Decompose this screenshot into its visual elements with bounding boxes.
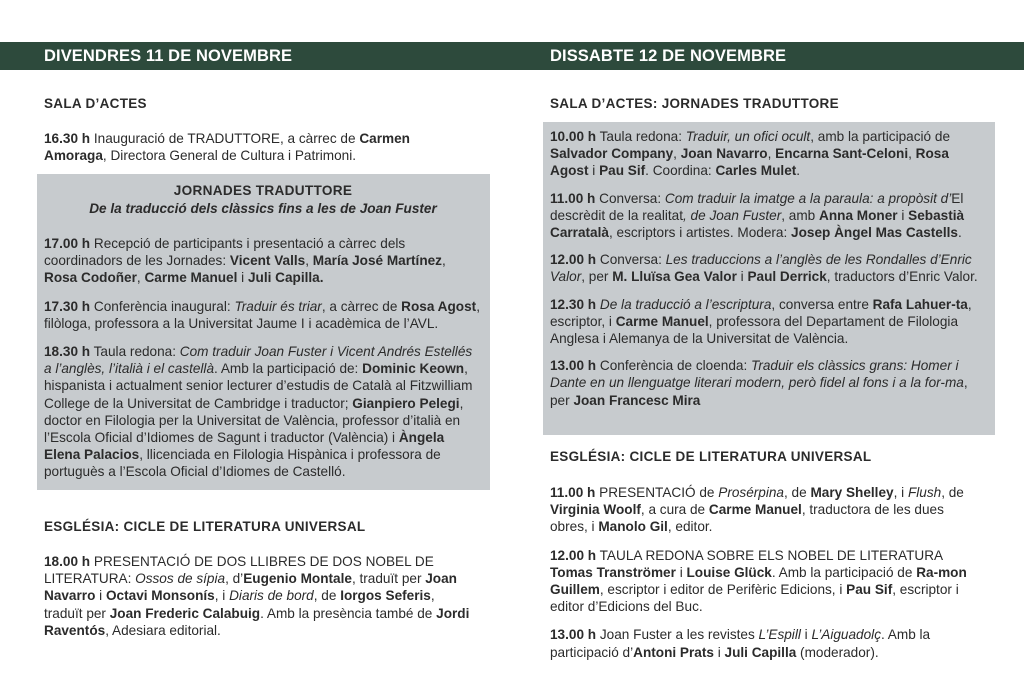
right-day-title: DISSABTE 12 DE NOVEMBRE	[550, 47, 787, 65]
event-r-esg-1200: 12.00 h TAULA REDONA SOBRE ELS NOBEL DE LITERATURA Tomas Tranströmer i Louise Glück. Amb la participació de Ra-mon Guillem, escriptor i editor de Perifèric Edicions, i Pau Sif, escriptor i editor d’Edicions del Buc.	[550, 547, 967, 615]
event-r-1230: 12.30 h De la traducció a l’escriptura, conversa entre Rafa Lahuer-ta, escriptor, i Carme Manuel, professora del Departament de Filologia Anglesa i Alemanya de la Universitat de València.	[550, 296, 972, 347]
event-r-esg-1100: 11.00 h PRESENTACIÓ de Prosérpina, de Mary Shelley, i Flush, de Virginia Woolf, a cura de Carme Manuel, traductora de les dues obres, i Manolo Gil, editor.	[550, 485, 964, 535]
sala-box-content	[550, 128, 986, 409]
left-section-esglesia: ESGLÉSIA: CICLE DE LITERATURA UNIVERSAL	[44, 519, 366, 534]
jornades-box-content	[44, 182, 482, 481]
event-r-1200: 12.00 h Conversa: Les traduccions a l’anglès de les Rondalles d’Enric Valor, per M. Lluïsa Gea Valor i Paul Derrick, traductors d’Enric Valor.	[550, 252, 978, 285]
event-1730: 17.30 h Conferència inaugural: Traduir és triar, a càrrec de Rosa Agost, filòloga, professora a la Universitat Jaume I i acadèmica de l’AVL.	[44, 298, 480, 331]
esglesia-right-content	[550, 484, 982, 661]
event-esglesia-1800: 18.00 h PRESENTACIÓ DE DOS LLIBRES DE DOS NOBEL DE LITERATURA: Ossos de sípia, d’Eugenio Montale, traduït per Joan Navarro i Octavi Monsonís, i Diaris de bord, de Iorgos Seferis, traduït per Joan Frederic Calabuig. Amb la presència també de Jordi Raventós, Adesiara editorial.	[44, 554, 470, 638]
right-section-esglesia: ESGLÉSIA: CICLE DE LITERATURA UNIVERSAL	[550, 449, 872, 464]
box-subtitle: De la traducció dels clàssics fins a les de Joan Fuster	[89, 201, 437, 216]
event-1700: 17.00 h Recepció de participants i presentació a càrrec dels coordinadors de les Jornades: Vicent Valls, María José Martínez, Rosa Codoñer, Carme Manuel i Juli Capilla.	[44, 236, 446, 286]
event-r-1300: 13.00 h Conferència de cloenda: Traduir els clàssics grans: Homer i Dante en un llenguatge literari modern, però fidel al fons i a la for-ma, per Joan Francesc Mira	[550, 358, 968, 408]
event-r-esg-1300: 13.00 h Joan Fuster a les revistes L’Espill i L’Aiguadolç. Amb la participació d’Antoni Prats i Juli Capilla (moderador).	[550, 627, 931, 660]
event-r-1000: 10.00 h Taula redona: Traduir, un ofici ocult, amb la participació de Salvador Company, Joan Navarro, Encarna Sant-Celoni, Rosa Agost i Pau Sif. Coordina: Carles Mulet.	[550, 129, 951, 179]
event-r-1100: 11.00 h Conversa: Com traduir la imatge a la paraula: a propòsit d’El descrèdit de la realitat, de Joan Fuster, amb Anna Moner i Sebastià Carratalà, escriptors i artistes. Modera: Josep Àngel Mas Castells.	[550, 190, 965, 241]
box-title: JORNADES TRADUTTORE	[173, 183, 353, 198]
left-day-title: DIVENDRES 11 DE NOVEMBRE	[44, 47, 293, 65]
right-section-sala: SALA D’ACTES: JORNADES TRADUTTORE	[550, 96, 839, 111]
event-inauguracio: 16.30 h Inauguració de TRADUTTORE, a càrrec de Carmen Amoraga, Directora General de Cultura i Patrimoni.	[44, 131, 410, 164]
event-1830: 18.30 h Taula redona: Com traduir Joan Fuster i Vicent Andrés Estellés a l’anglès, l’italià i el castellà. Amb la participació de: Dominic Keown, hispanista i actualment senior lecturer d’estudis de Català al Fitzwilliam College de la Universitat de Cambridge i traductor; Gianpiero Pelegi, doctor en Filologia per la Universitat de València, professor d’italià en l’Escola Oficial d’Idiomes de Sagunt i traductor (València) i Àngela Elena Palacios, llicenciada en Filologia Hispànica i professora de portuguès a l’Escola Oficial d’Idiomes de Castelló.	[44, 344, 473, 480]
left-section-sala: SALA D’ACTES	[44, 96, 147, 111]
